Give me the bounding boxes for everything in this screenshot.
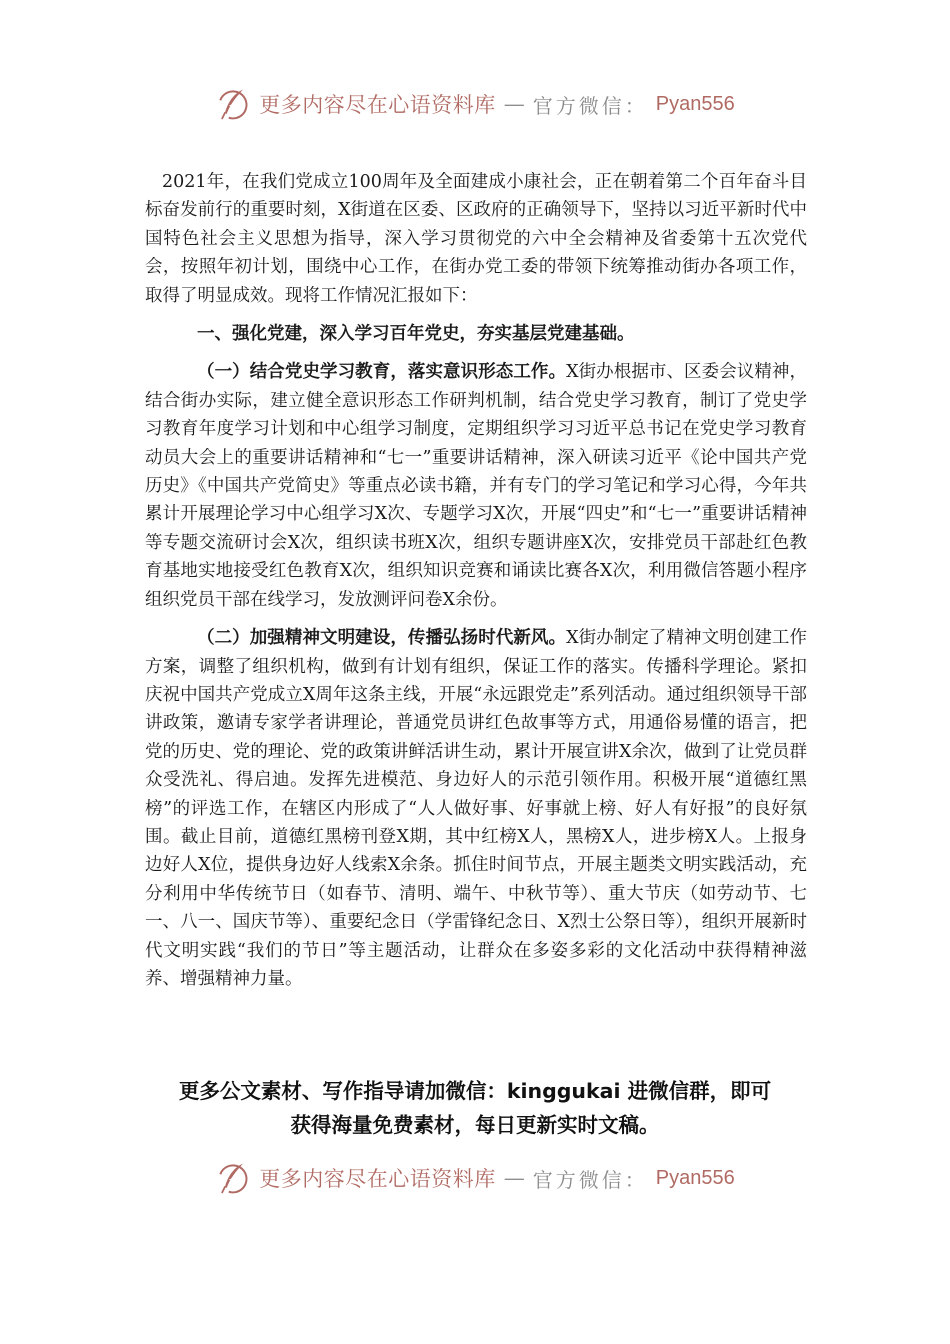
paragraph-2-lead: （二）加强精神文明建设，传播弘扬时代新风。 — [197, 628, 567, 649]
promo-notice — [120, 1074, 830, 1142]
paragraph-1-body: X街办根据市、区委会议精神，结合街办实际，建立健全意识形态工作研判机制，结合党史学习教育，制订了党史学习教育年度学习计划和中心组学习制度，定期组织学习习近平总书记在党史学习教育动员大会上的重要讲话精神和“七一”重要讲话精神，深入研读习近平《论中国共产党历史》《中国共产党简史》等重点必读书籍，并有专门的学习笔记和学习心得，今年共累计开展理论学习中心组学习X次、专题学习X次，开展“四史”和“七一”重要讲话精神等专题交流研讨会X次，组织读书班X次，组织专题讲座X次，安排党员干部赴红色教育基地实地接受红色教育X次，组织知识竞赛和诵读比赛各X次，利用微信答题小程序组织党员干部在线学习，发放测评问卷X余份。 — [145, 362, 807, 610]
banner-wechat-id: Pyan556 — [655, 1166, 735, 1189]
banner-wechat-label: 官方微信： — [532, 1167, 648, 1192]
paragraph-2-body: X街办制定了精神文明创建工作方案，调整了组织机构，做到有计划有组织，保证工作的落实。传播科学理论。紧扣庆祝中国共产党成立X周年这条主线，开展“永远跟党走”系列活动。通过组织领导干部讲政策，邀请专家学者讲理论，普通党员讲红色故事等方式，用通俗易懂的语言，把党的历史、党的理论、党的政策讲鲜活讲生动，累计开展宣讲X余次，做到了让党员群众受洗礼、得启迪。发挥先进模范、身边好人的示范引领作用。积极开展“道德红黑榜”的评选工作，在辖区内形成了“人人做好事、好事就上榜、好人有好报”的良好氛围。截止目前，道德红黑榜刊登X期，其中红榜X人，黑榜X人，进步榜X人。上报身边好人X位，提供身边好人线索X余条。抓住时间节点，开展主题类文明实践活动，充分利用中华传统节日（如春节、清明、端午、中秋节等）、重大节庆（如劳动节、七一、八一、国庆节等）、重要纪念日（学雷锋纪念日、X烈士公祭日等），组织开展新时代文明实践“我们的节日”等主题活动，让群众在多姿多彩的文化活动中获得精神滋养、增强精神力量。 — [145, 628, 807, 989]
header-banner — [0, 84, 950, 124]
banner-site-text: 更多内容尽在心语资料库 — [259, 93, 496, 117]
banner-separator: — — [503, 92, 525, 116]
banner-site-text: 更多内容尽在心语资料库 — [259, 1167, 496, 1191]
banner-wechat-id: Pyan556 — [655, 92, 735, 115]
section-heading: 一、强化党建，深入学习百年党史，夯实基层党建基础。 — [197, 324, 635, 345]
promo-line-1: 更多公文素材、写作指导请加微信：kinggukai 进微信群，即可 — [178, 1079, 772, 1103]
paragraph-1 — [145, 358, 807, 614]
promo-line-2: 获得海量免费素材，每日更新实时文稿。 — [290, 1113, 660, 1137]
footer-banner — [0, 1158, 950, 1198]
paragraph-1-lead: （一）结合党史学习教育，落实意识形态工作。 — [197, 362, 567, 383]
intro-paragraph: 2021年，在我们党成立100周年及全面建成小康社会，正在朝着第二个百年奋斗目标奋发前行的重要时刻，X街道在区委、区政府的正确领导下，坚持以习近平新时代中国特色社会主义思想为指导，深入学习贯彻党的六中全会精神及省委第十五次党代会，按照年初计划，围绕中心工作，在街办党工委的带领下统筹推动街办各项工作，取得了明显成效。现将工作情况汇报如下： — [145, 172, 807, 306]
feather-quill-logo-icon — [215, 1160, 251, 1196]
document-body — [145, 168, 807, 993]
banner-separator: — — [503, 1166, 525, 1190]
paragraph-2 — [145, 624, 807, 993]
feather-quill-logo-icon — [215, 86, 251, 122]
banner-wechat-label: 官方微信： — [532, 93, 648, 118]
